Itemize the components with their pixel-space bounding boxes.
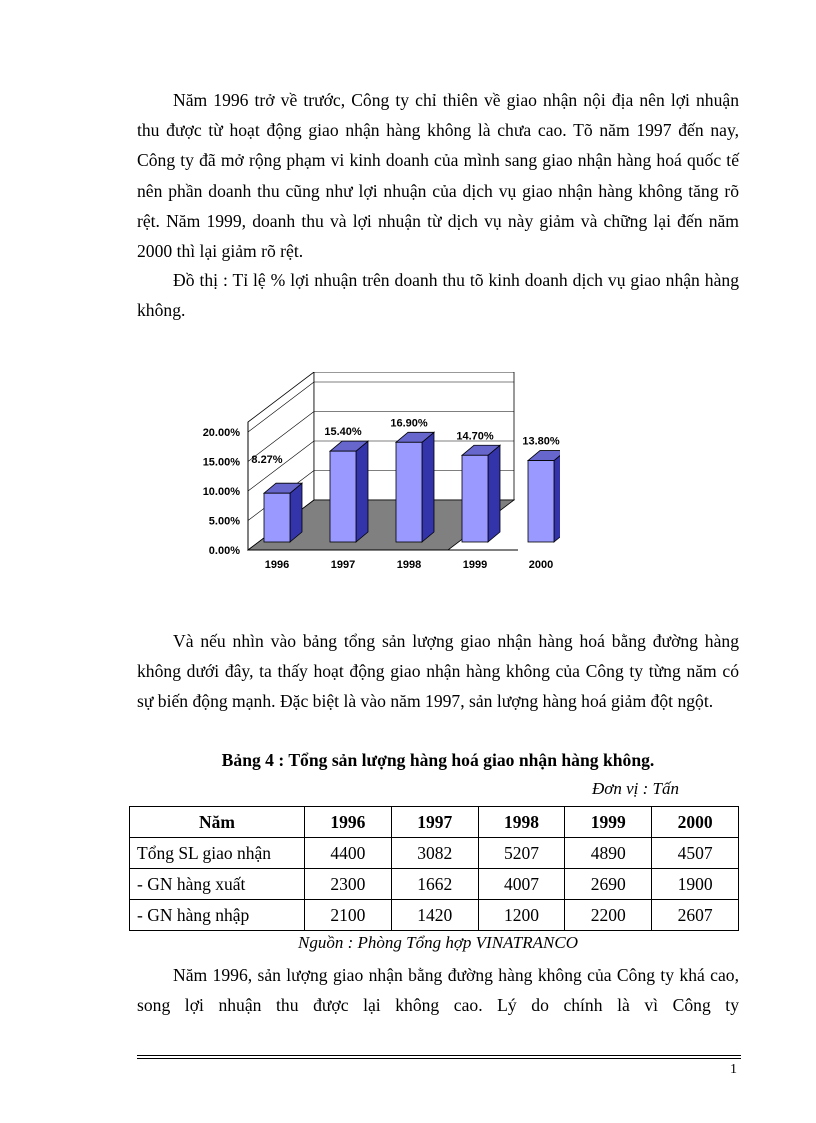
bar <box>264 493 290 542</box>
page-number: 1 <box>730 1062 737 1077</box>
y-tick-label: 20.00% <box>202 427 240 439</box>
table-cell: 2300 <box>305 869 392 900</box>
table-source: Nguồn : Phòng Tổng hợp VINATRANCO <box>298 933 578 952</box>
bar-side <box>488 445 500 542</box>
header-cell: Năm <box>130 807 305 838</box>
table-cell: 4507 <box>652 838 739 869</box>
paragraph-intro: Năm 1996 trở về trước, Công ty chỉ thiên về giao nhận nội địa nên lợi nhuận thu được từ hoạt động giao nhận hàng không là chưa cao. Tõ năm 1997 đến nay, Công ty đã mở rộng phạm vi kinh doanh của mình sang giao nhận hàng hoá quốc tế nên phần doanh thu cũng như lợi nhuận của dịch vụ giao nhận hàng không tăng rõ rệt. Năm 1999, doanh thu và lợi nhuận từ dịch vụ này giảm và chững lại đến năm 2000 thì lại giảm rõ rệt. <box>137 90 739 262</box>
table-cell: 1662 <box>391 869 478 900</box>
y-tick-label: 0.00% <box>208 545 240 557</box>
header-cell: 1996 <box>305 807 392 838</box>
bar <box>330 451 356 542</box>
table-unit: Đơn vị : Tấn <box>592 779 679 798</box>
bar <box>528 461 554 542</box>
header-cell: 1998 <box>478 807 565 838</box>
paragraph-conclusion: Năm 1996, sản lượng giao nhận bằng đường hàng không của Công ty khá cao, song lợi nhuận thu được lại không cao. Lý do chính là vì Công ty <box>137 965 739 1016</box>
table-cell: 1420 <box>391 900 478 931</box>
table-cell: 3082 <box>391 838 478 869</box>
data-label: 8.27% <box>251 454 283 467</box>
table-cell: 2200 <box>565 900 652 931</box>
data-label: 16.90% <box>390 417 428 430</box>
table-row <box>130 869 739 900</box>
footer-divider <box>137 1058 741 1059</box>
row-label: - GN hàng xuất <box>130 869 305 900</box>
cargo-volume-table <box>129 806 739 931</box>
row-label: Tổng SL giao nhận <box>130 838 305 869</box>
x-tick-label: 1996 <box>264 559 290 571</box>
x-tick-label: 1997 <box>330 559 356 571</box>
profit-ratio-chart <box>180 372 560 582</box>
chart-caption: Đồ thị : Tỉ lệ % lợi nhuận trên doanh thu tõ kinh doanh dịch vụ giao nhận hàng không. <box>137 270 739 321</box>
y-tick-label: 10.00% <box>202 486 240 498</box>
y-tick-label: 15.00% <box>202 456 240 469</box>
table-cell: 5207 <box>478 838 565 869</box>
bar-side <box>554 451 560 542</box>
header-cell: 2000 <box>652 807 739 838</box>
table-cell: 4890 <box>565 838 652 869</box>
table-header-row <box>130 807 739 838</box>
data-label: 14.70% <box>456 430 494 443</box>
table-caption: Bảng 4 : Tổng sản lượng hàng hoá giao nhận hàng không. <box>221 750 655 770</box>
table-cell: 1900 <box>652 869 739 900</box>
table-row <box>130 900 739 931</box>
paragraph-table-intro: Và nếu nhìn vào bảng tổng sản lượng giao nhận hàng hoá bằng đường hàng không dưới đây, ta thấy hoạt động giao nhận hàng không của Công ty từng năm có sự biến động mạnh. Đặc biệt là vào năm 1997, sản lượng hàng hoá giảm đột ngột. <box>137 631 739 712</box>
header-cell: 1997 <box>391 807 478 838</box>
row-label: - GN hàng nhập <box>130 900 305 931</box>
footer-divider <box>137 1055 741 1056</box>
header-cell: 1999 <box>565 807 652 838</box>
data-label: 15.40% <box>324 426 362 439</box>
data-label: 13.80% <box>522 435 560 448</box>
bar <box>396 442 422 542</box>
table-cell: 1200 <box>478 900 565 931</box>
x-tick-label: 1998 <box>396 559 422 571</box>
table-cell: 4007 <box>478 869 565 900</box>
table-cell: 2100 <box>305 900 392 931</box>
bar-side <box>356 441 368 542</box>
x-tick-label: 1999 <box>462 559 488 571</box>
bar-side <box>422 432 434 542</box>
table-cell: 2607 <box>652 900 739 931</box>
table-cell: 2690 <box>565 869 652 900</box>
y-tick-label: 5.00% <box>208 515 240 528</box>
x-tick-label: 2000 <box>528 559 554 571</box>
bar-top <box>528 451 560 461</box>
bar <box>462 455 488 542</box>
table-row <box>130 838 739 869</box>
table-cell: 4400 <box>305 838 392 869</box>
